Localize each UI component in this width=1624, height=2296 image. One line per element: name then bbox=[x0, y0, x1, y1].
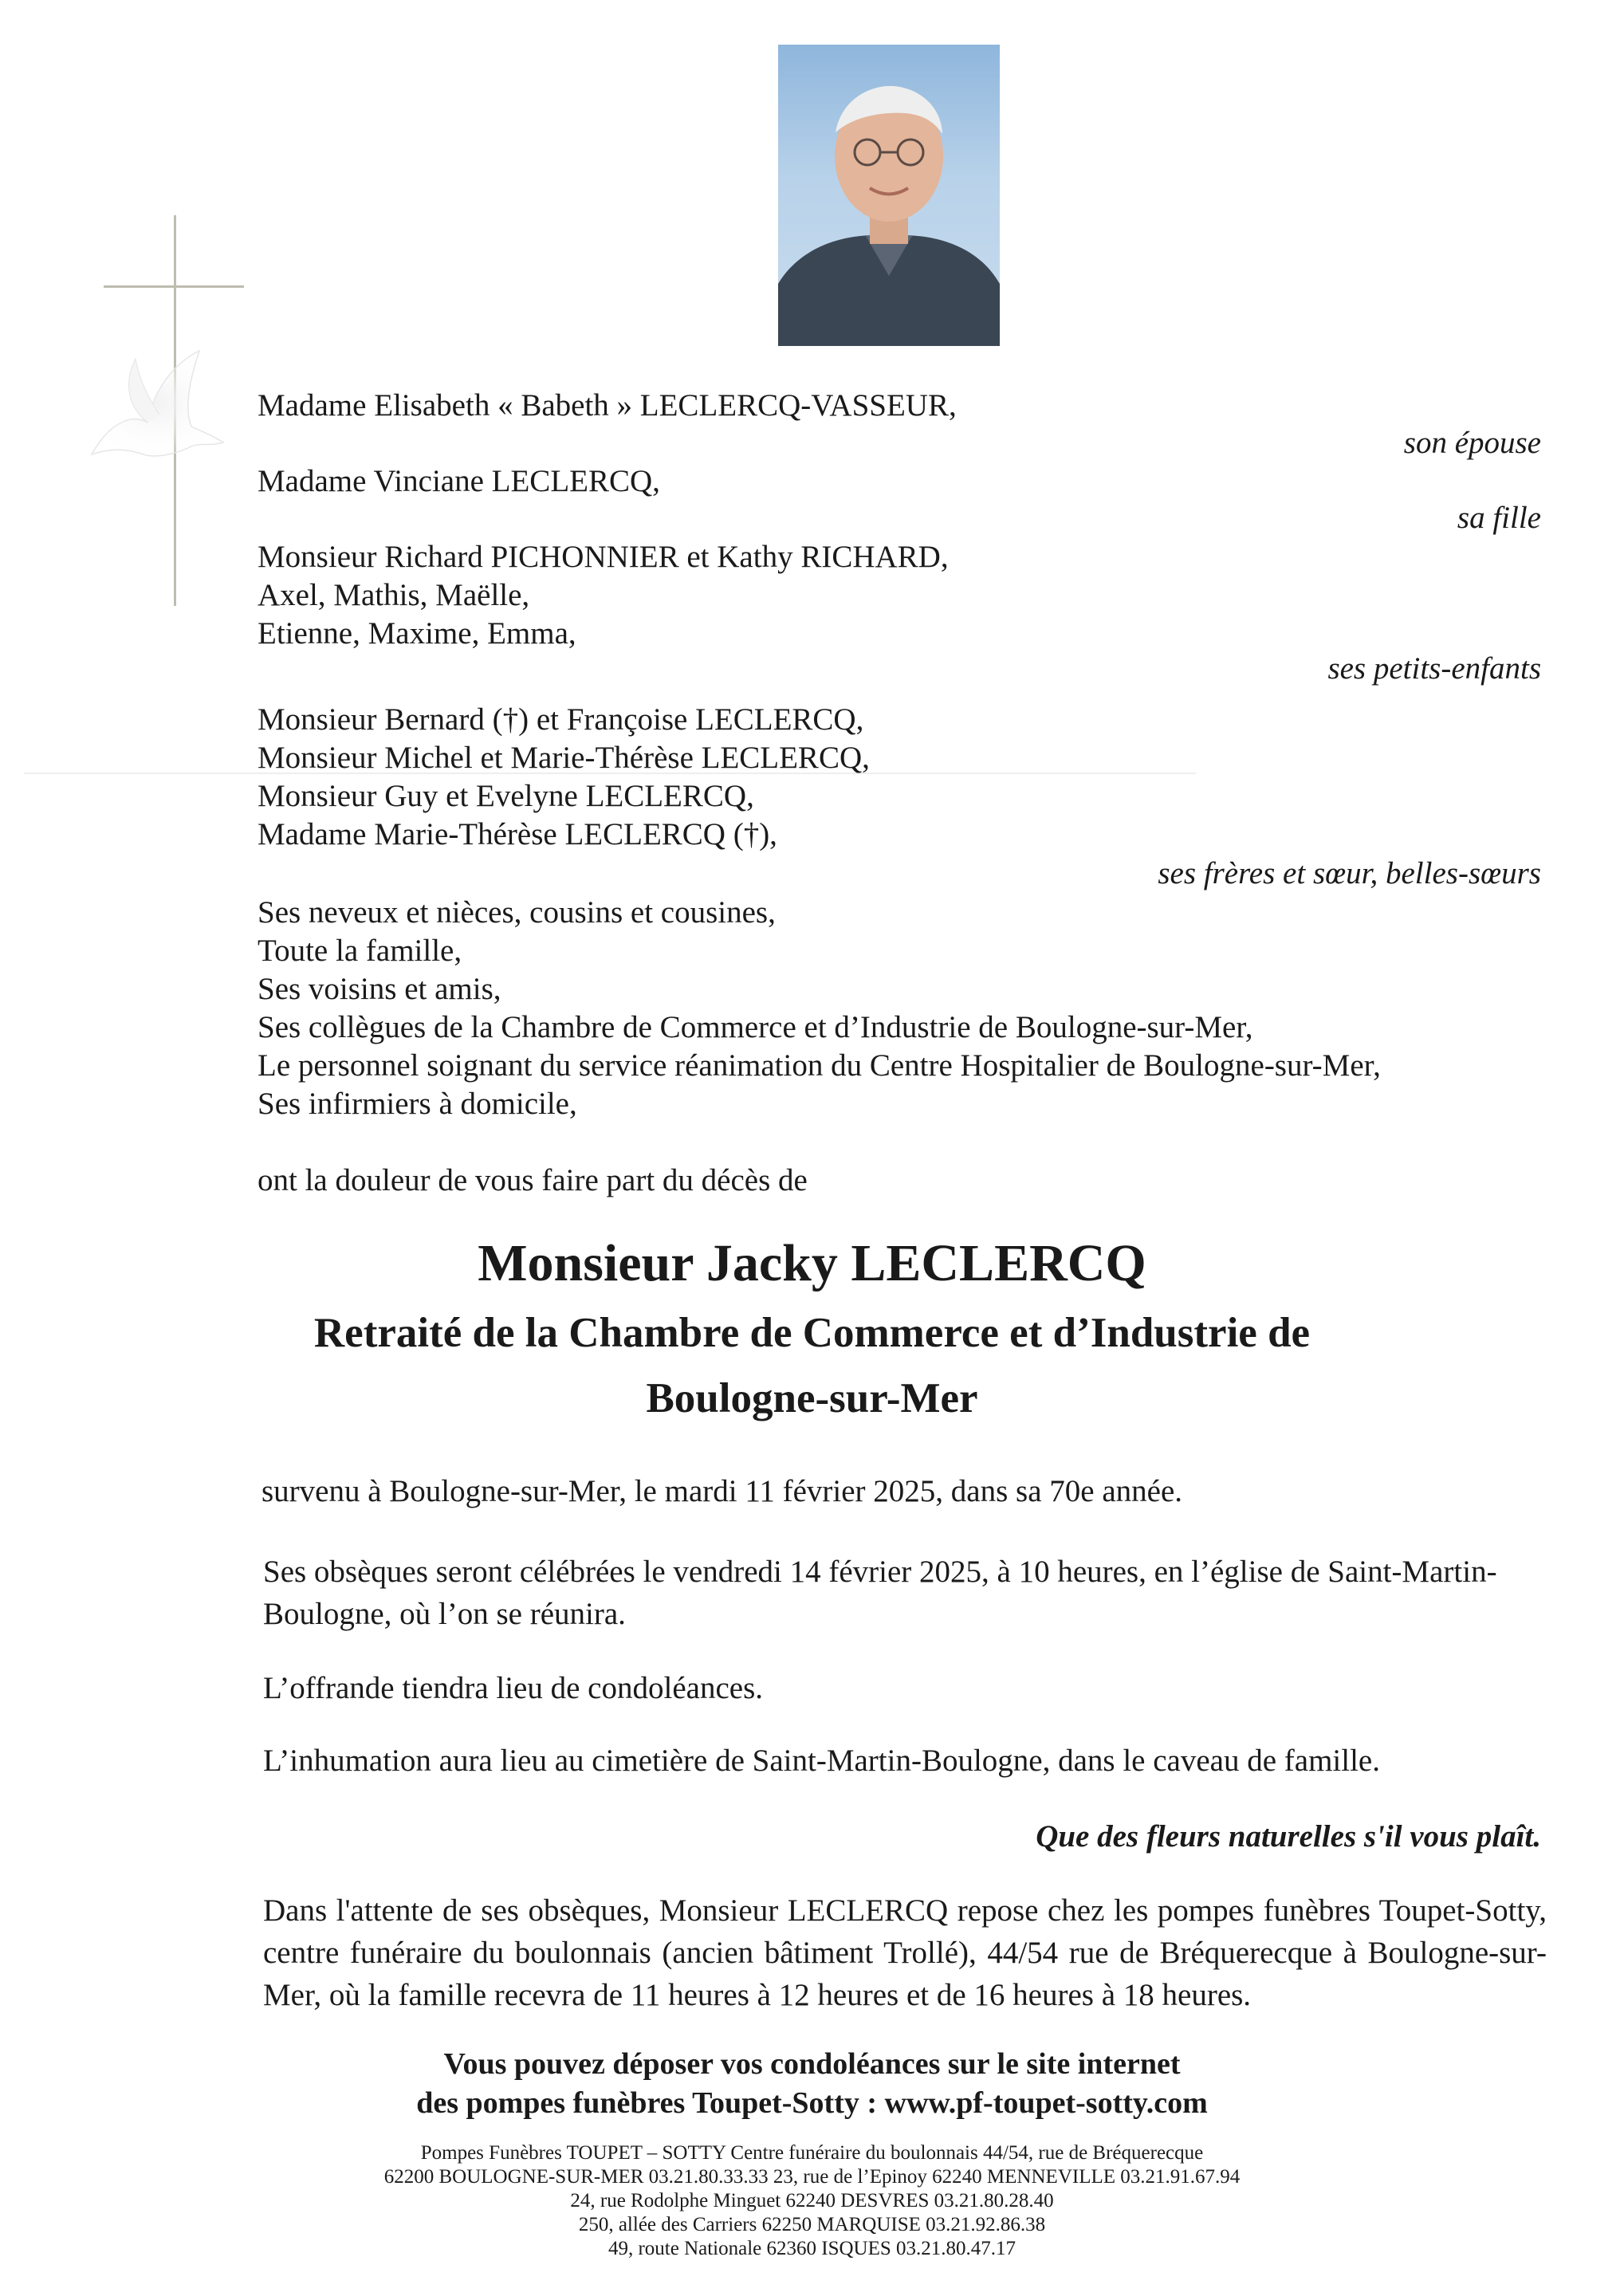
dove-icon bbox=[80, 335, 239, 494]
offering-text: L’offrande tiendra lieu de condoléances. bbox=[263, 1671, 763, 1705]
deceased-title-line1: Retraité de la Chambre de Commerce et d’Industrie de bbox=[313, 1310, 1311, 1356]
footer-line: 49, route Nationale 62360 ISQUES 03.21.80.47.17 bbox=[608, 2238, 1016, 2259]
wife-relation: son épouse bbox=[1403, 426, 1541, 460]
daughter-name: Madame Vinciane LECLERCQ, bbox=[258, 464, 660, 498]
other-relatives-line: Toute la famille, bbox=[258, 934, 462, 968]
condolences-line2: des pompes funèbres Toupet-Sotty : www.pf-toupet-sotty.com bbox=[416, 2086, 1208, 2120]
condolences-line1: Vous pouvez déposer vos condoléances sur le site internet bbox=[443, 2047, 1181, 2081]
daughter-relation: sa fille bbox=[1457, 501, 1541, 535]
other-relatives-line: Ses infirmiers à domicile, bbox=[258, 1087, 577, 1121]
grandchildren-line: Monsieur Richard PICHONNIER et Kathy RICHARD, bbox=[258, 540, 949, 574]
funeral-details: Ses obsèques seront célébrées le vendredi 14 février 2025, à 10 heures, en l’église de Saint-Martin-Boulogne, où l’on se réunira. bbox=[263, 1555, 1497, 1631]
sibling-line: Monsieur Michel et Marie-Thérèse LECLERCQ, bbox=[258, 741, 870, 775]
footer-line: 62200 BOULOGNE-SUR-MER 03.21.80.33.33 23, rue de l’Epinoy 62240 MENNEVILLE 03.21.91.67.94 bbox=[383, 2166, 1241, 2188]
other-relatives-line: Ses collègues de la Chambre de Commerce et d’Industrie de Boulogne-sur-Mer, bbox=[258, 1010, 1253, 1044]
grandchildren-relation: ses petits-enfants bbox=[1327, 651, 1541, 686]
footer-line: 250, allée des Carriers 62250 MARQUISE 03.21.92.86.38 bbox=[578, 2214, 1046, 2235]
deceased-title-line2: Boulogne-sur-Mer bbox=[646, 1375, 978, 1421]
flowers-note: Que des fleurs naturelles s'il vous plaît. bbox=[1036, 1819, 1541, 1854]
announcement-text: ont la douleur de vous faire part du décès de bbox=[258, 1163, 808, 1197]
footer-line: 24, rue Rodolphe Minguet 62240 DESVRES 03.21.80.28.40 bbox=[570, 2190, 1054, 2211]
grandchildren-line: Etienne, Maxime, Emma, bbox=[258, 616, 576, 651]
deceased-name: Monsieur Jacky LECLERCQ bbox=[478, 1234, 1146, 1292]
portrait-photo bbox=[778, 45, 1000, 346]
other-relatives-line: Le personnel soignant du service réanimation du Centre Hospitalier de Boulogne-sur-Mer, bbox=[258, 1048, 1381, 1083]
grandchildren-line: Axel, Mathis, Maëlle, bbox=[258, 578, 530, 612]
footer-line: Pompes Funèbres TOUPET – SOTTY Centre funéraire du boulonnais 44/54, rue de Bréquerecque bbox=[420, 2142, 1204, 2164]
other-relatives-line: Ses voisins et amis, bbox=[258, 972, 501, 1006]
cross-horizontal-bar bbox=[104, 285, 244, 288]
sibling-line: Monsieur Guy et Evelyne LECLERCQ, bbox=[258, 779, 754, 813]
rest-details: Dans l'attente de ses obsèques, Monsieur LECLERCQ repose chez les pompes funèbres Toupet-Sotty, centre funéraire du boulonnais (ancien bâtiment Trollé), 44/54 rue de Bréquerecque à Boulogne-sur-Mer, où la famille recevra de 11 heures à 12 heures et de 16 heures à 18 heures. bbox=[263, 1893, 1547, 2012]
sibling-line: Madame Marie-Thérèse LECLERCQ (†), bbox=[258, 817, 777, 851]
wife-name: Madame Elisabeth « Babeth » LECLERCQ-VASSEUR, bbox=[258, 388, 957, 423]
siblings-relation: ses frères et sœur, belles-sœurs bbox=[1158, 856, 1541, 890]
death-details: survenu à Boulogne-sur-Mer, le mardi 11 février 2025, dans sa 70e année. bbox=[261, 1474, 1183, 1508]
portrait-illustration bbox=[778, 45, 1000, 346]
other-relatives-line: Ses neveux et nièces, cousins et cousines, bbox=[258, 895, 776, 930]
sibling-line: Monsieur Bernard (†) et Françoise LECLERCQ, bbox=[258, 702, 864, 737]
burial-text: L’inhumation aura lieu au cimetière de Saint-Martin-Boulogne, dans le caveau de famille. bbox=[263, 1744, 1380, 1778]
